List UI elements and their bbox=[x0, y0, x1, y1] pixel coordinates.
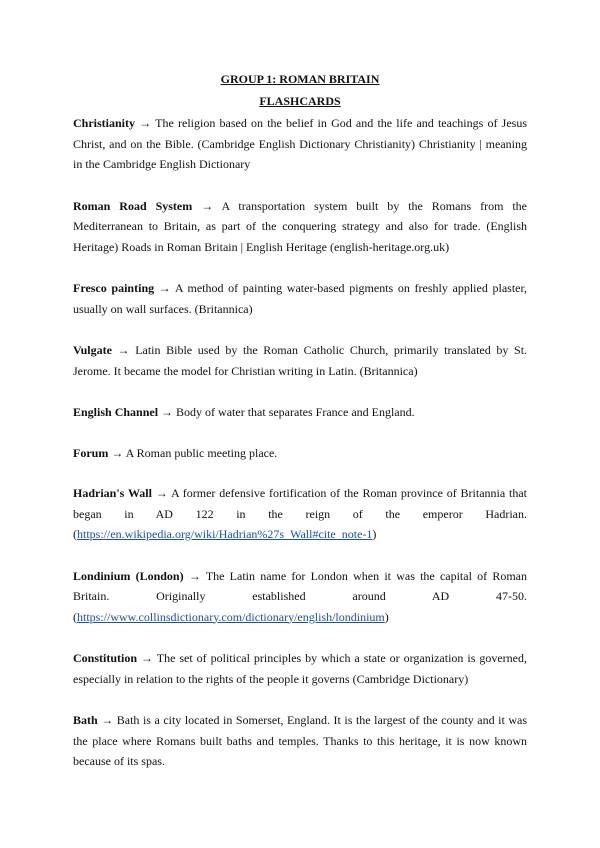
flashcard-definition: A Roman public meeting place. bbox=[125, 445, 278, 460]
flashcard-term: Bath bbox=[73, 713, 98, 727]
flashcard-entry bbox=[73, 278, 527, 319]
flashcard-definition: Bath is a city located in Somerset, England. It is the largest of the county and it was the place where Romans built baths and temples. Thanks to this heritage, it is now known because of its spas. bbox=[73, 713, 528, 768]
flashcard-entry bbox=[73, 402, 527, 423]
flashcard-entry bbox=[73, 196, 527, 258]
flashcard-term: Christianity bbox=[73, 116, 136, 130]
flashcard-term: English Channel bbox=[73, 405, 159, 419]
flashcard-entry bbox=[73, 710, 527, 772]
arrow-icon: → bbox=[117, 343, 130, 357]
flashcard-term: Constitution bbox=[73, 651, 138, 665]
arrow-icon: → bbox=[201, 198, 214, 213]
flashcard-entry bbox=[73, 648, 527, 689]
document-subtitle: FLASHCARDS bbox=[259, 94, 341, 108]
flashcard-term: Fresco painting bbox=[73, 281, 155, 295]
source-link[interactable]: https://en.wikipedia.org/wiki/Hadrian%27s_Wall#cite_note-1 bbox=[77, 527, 373, 541]
flashcard-entry bbox=[73, 340, 527, 381]
flashcard-entry bbox=[73, 113, 527, 175]
flashcard-definition: Latin Bible used by the Roman Catholic Church, primarily translated by St. Jerome. It became the model for Christian writing in Latin. (Britannica) bbox=[73, 343, 528, 378]
flashcard-list bbox=[73, 113, 527, 793]
flashcard-term: Londinium (London) bbox=[73, 568, 184, 583]
arrow-icon: → bbox=[188, 568, 201, 583]
flashcard-entry bbox=[73, 443, 527, 464]
flashcard-term: Roman Road System bbox=[73, 198, 193, 213]
flashcard-definition: The set of political principles by which a state or organization is governed, especially in relation to the rights of the people it governs (Cambridge Dictionary) bbox=[73, 651, 527, 686]
arrow-icon: → bbox=[155, 486, 168, 500]
flashcard-definition: Body of water that separates France and England. bbox=[176, 405, 415, 419]
arrow-icon: → bbox=[101, 713, 114, 727]
flashcard-term: Forum bbox=[73, 445, 109, 460]
source-link[interactable]: https://www.collinsdictionary.com/dictionary/english/londinium bbox=[77, 609, 385, 624]
document-title: GROUP 1: ROMAN BRITAIN bbox=[220, 72, 380, 86]
flashcard-entry: Londinium (London) → The Latin name for London when it was the capital of Roman Britain. Originally established around AD 47-50. (https://www.collinsdictionary.com/dictionary/english/londinium) bbox=[73, 568, 527, 624]
flashcard-definition: A former defensive fortification of the Roman province of Britannia that began in AD 122 in the reign of the emperor Hadrian. bbox=[73, 486, 527, 521]
flashcard-entry: Hadrian's Wall → A former defensive fortification of the Roman province of Britannia that began in AD 122 in the reign of the emperor Hadrian. (https://en.wikipedia.org/wiki/Hadrian%27s_Wall#cite_note-1) bbox=[73, 486, 527, 541]
flashcard-definition: A transportation system built by the Romans from the Mediterranean to Britain, as part of the conquering strategy and also for trade. (English Heritage) Roads in Roman Britain | English Heritage (english-heritage.org.uk) bbox=[73, 198, 528, 254]
arrow-icon: → bbox=[158, 281, 171, 295]
flashcard-term: Vulgate bbox=[73, 343, 112, 357]
arrow-icon: → bbox=[161, 405, 174, 419]
arrow-icon: → bbox=[139, 116, 152, 130]
flashcard-definition: The Latin name for London when it was the capital of Roman Britain. Originally established around AD 47-50. bbox=[73, 568, 527, 603]
flashcard-definition: A method of painting water-based pigments on freshly applied plaster, usually on wall surfaces. (Britannica) bbox=[73, 281, 528, 316]
flashcard-definition: The religion based on the belief in God and the life and teachings of Jesus Christ, and on the Bible. (Cambridge English Dictionary Christianity) Christianity | meaning in the Cambridge English Dictionary bbox=[73, 116, 527, 171]
arrow-icon: → bbox=[140, 651, 153, 665]
flashcard-term: Hadrian's Wall bbox=[73, 486, 152, 500]
arrow-icon: → bbox=[111, 445, 124, 460]
